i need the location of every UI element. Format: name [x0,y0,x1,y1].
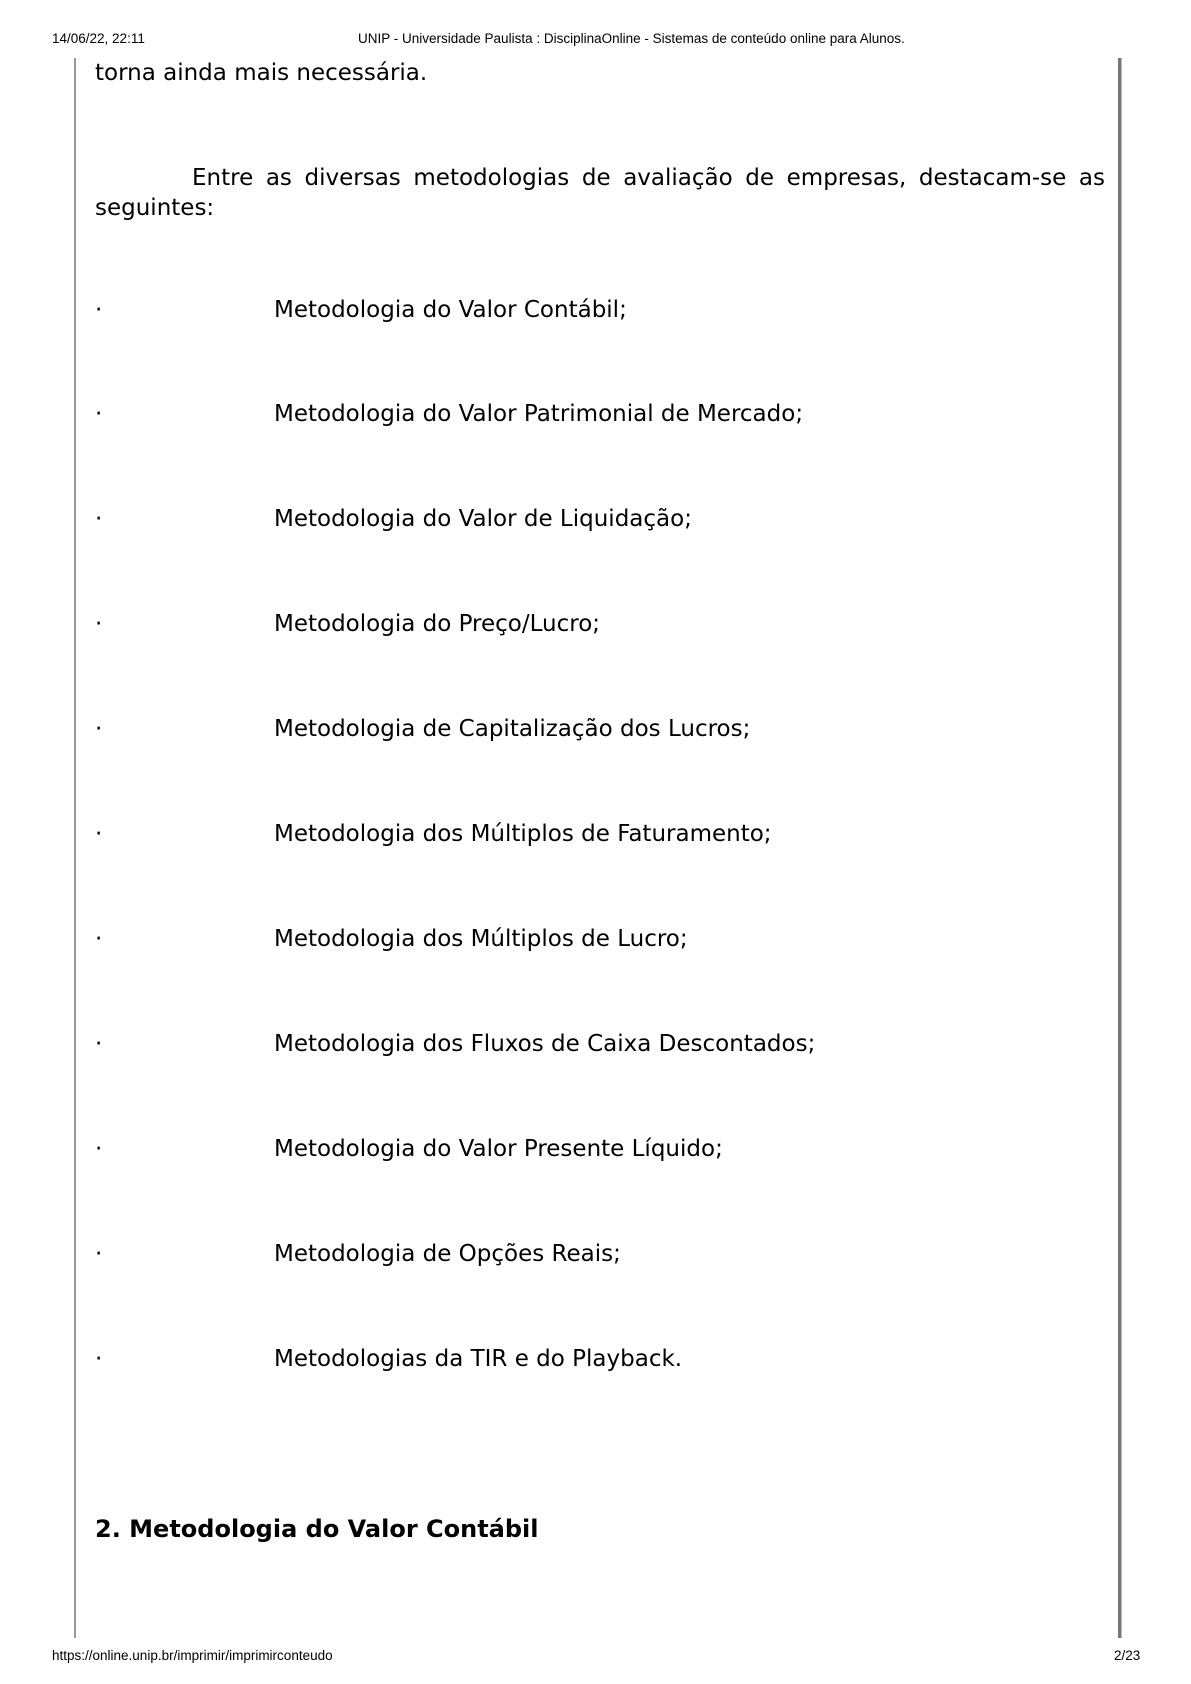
list-item-text: Metodologia do Valor Patrimonial de Mercado; [274,401,804,427]
bullet-icon: · [95,506,103,532]
section-heading: 2. Metodologia do Valor Contábil [95,1515,539,1543]
list-item-text: Metodologia de Opções Reais; [274,1241,621,1267]
print-datetime: 14/06/22, 22:11 [52,31,145,46]
page-number: 2/23 [1114,1648,1141,1663]
list-item-text: Metodologia dos Múltiplos de Faturamento; [274,821,772,847]
list-item-text: Metodologia do Preço/Lucro; [274,611,601,637]
print-url: https://online.unip.br/imprimir/imprimirconteudo [52,1648,333,1663]
bullet-icon: · [95,297,103,323]
bullet-icon: · [95,716,103,742]
list-item-text: Metodologia dos Múltiplos de Lucro; [274,926,688,952]
list-item-text: Metodologia do Valor de Liquidação; [274,506,692,532]
list-item-text: Metodologia de Capitalização dos Lucros; [274,716,751,742]
list-item-text: Metodologia do Valor Presente Líquido; [274,1136,723,1162]
list-item-text: Metodologias da TIR e do Playback. [274,1346,683,1372]
bullet-icon: · [95,1346,103,1372]
bullet-icon: · [95,926,103,952]
intro-paragraph: Entre as diversas metodologias de avaliação de empresas, destacam-se as seguintes: [95,165,1105,221]
bullet-icon: · [95,1031,103,1057]
list-item-text: Metodologia dos Fluxos de Caixa Descontados; [274,1031,816,1057]
content-frame-right-border [1118,58,1122,1638]
content-frame-left-border [74,58,76,1638]
bullet-icon: · [95,821,103,847]
bullet-icon: · [95,1241,103,1267]
bullet-icon: · [95,401,103,427]
list-item-text: Metodologia do Valor Contábil; [274,297,627,323]
intro-text-tail: torna ainda mais necessária. [95,60,428,86]
print-page-title: UNIP - Universidade Paulista : DisciplinaOnline - Sistemas de conteúdo online para Alunos. [358,31,905,46]
bullet-icon: · [95,611,103,637]
bullet-icon: · [95,1136,103,1162]
